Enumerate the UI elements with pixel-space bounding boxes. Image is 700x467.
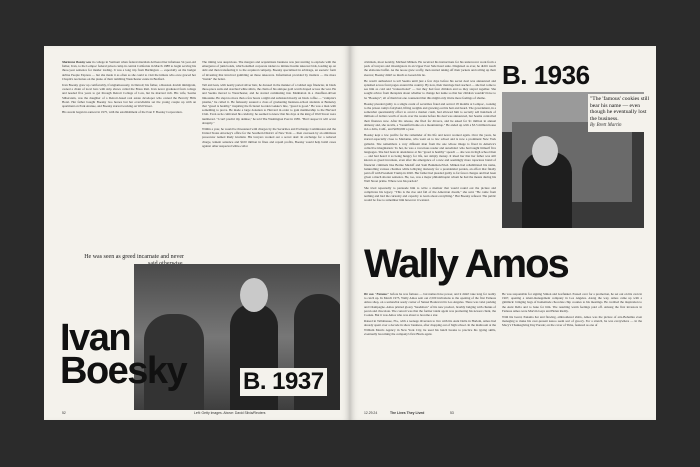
photo-credit: Left: Getty Images. Above: David Silvia/Reuters — [194, 411, 266, 415]
paragraph: Within a year, he would be threatened with charges by the Securities and Exchange Commission and the United States Attorney's office for the Southern District of New York — then overseen by an ambitious prosecutor named Rudy Giuliani. His lawyers worked out a secret deal: In exchange for a reduced charge, lenient sentence and $100 million in fines and repaid profits, Boesky would help build cases against other suspected white-collar — [202, 127, 336, 148]
right-column-2 — [364, 292, 496, 404]
paragraph: The timing was auspicious. The mergers and acquisitions business was just starting to explode with the emergence of junk bonds, which enabled corporate raiders to initiate hostile takeover bids, loading up on debt and then transferring it to the acquired company. Boesky specialized in arbitrage, an esoteric form of investing that involved gambling on these takeovers. Information provided by insiders — the more "inside" the better. — [202, 60, 336, 81]
paragraph: Raised in Tallahassee, Fla., with a teenage diversion to live with his Aunt Della in Harlem, Amos had already spent over a decade in show business, after dropping out of high school. In the mailroom at the William Morris Agency in New York City, he used his lunch breaks to practice his typing skills, eventually becoming the company's first Black agent. — [364, 319, 496, 336]
paragraph: Tall and lean, with neatly parted silver hair, he dressed in the manner of a Gilded Age financier, in black three-piece suits and starched white shirts, the chain of his antique gold watch draped across the vest. He and Seema moved to Westchester, and he started commuting into Manhattan in a chauffeur-driven limousine. He slept no more than a few hours a night and subsisted mostly on black coffee — "vampire's plasma," he called it. He famously assured a class of graduating business-school students at Berkeley that "greed is healthy," inspiring the fictional Gordon Gekko's line, "greed is good." He was a man with something to prove. He made a large donation to Harvard in order to gain membership to the Harvard Club. Even as he cultivated his celebrity, he seemed to know that his days at the king of Wall Street were numbered. "I can't predict my demise," he told The Washington Post in 1985. "But I suspect it will occur abruptly." — [202, 83, 336, 125]
paragraph: She tried repeatedly to persuade him to write a memoir that would round out the picture and complicate his legacy. "This is the rise and fall of the American dream," she said. "He came from nothing and had the curiosity and capacity to learn about everything." But Boesky refused. The public would be free to remember him however it wanted. — [364, 185, 496, 203]
byline: By Brett Martin — [590, 123, 622, 129]
paragraph: Boesky pleaded guilty to a single count of securities fraud and served 18 months at Lompoc, cooking to the prison camp's fairyland, lifting weights and growing out his hair and beard. The government, in a somewhat questionably effort to avoid a market crash, had allowed him to secretly sell hundreds of millions of dollars worth of stock over the weeks before his deal was announced, but Seema controlled their finances now. After his release, she filed for divorce, and he asked for $1 million in annual alimony and, she recalls, a "beautiful home on a mountaintop." He ended up with a $3.5 million house in La Jolla, Calif., and $180,000 a year. — [364, 101, 496, 132]
paragraph: Boesky kept a low profile for the remainder of his life and never worked again. Over the years, he started especially close to Marianne, who went on to law school and is now a prominent New York gallerist. She remembers a very different man from the one whose image is fixed in America's collective imagination: To her, he was a voracious reader and autodidact who had taught himself five languages. She had been in attendance at his "greed is healthy" speech — she was in high school then — and had heard it as being hungry for life, not simply money. It irked her that her father was still known as greed incarnate, even after the emergence of a new and seemingly more rapacious brand of financial criminals like Bernie Madoff and Sam Bankman-Fried. Milken had rehabilitated his name, bankrolling various charities while lobbying tirelessly for a presidential pardon, an effort that finally paid off with President Trump in 2020. Her father had pleaded guilty to far fewer charges and had been given a much shorter sentence. He, too, was a major philanthropist whom he had the means during his Wall Street prime. Where was his pardon? — [364, 133, 496, 184]
right-column-3 — [502, 292, 642, 404]
left-page — [44, 46, 350, 420]
headline-name: Wally Amos — [364, 242, 568, 286]
birth-year: B. 1936 — [502, 60, 590, 90]
right-page — [350, 46, 656, 420]
right-column-1 — [364, 60, 496, 232]
paragraph: His ascent began in earnest in 1975, with the establishment of the Ivan F. Boesky Corporation. — [62, 110, 183, 115]
deck-subtitle: "The 'famous' cookies still bear his name — even though he eventually lost the business. By Brett Martin — [588, 94, 652, 132]
paragraph: He was "Famous" before he was famous — but names have power, and it didn't take long for reality to catch up. In March 1975, Wally Amos sent out 2,500 invitations to the opening of the first Famous Amos shop, on a somewhat seedy corner of Sunset Boulevard in Los Angeles. There was valet parking and Champagne. Amos printed glossy "headshots" of his new product, brashly bulging with chunks of pecan and chocolate. The conceit was that the former talent agent was promoting his newest client, the Cookie. But it was Amos who was about to become a star. — [364, 292, 496, 318]
magazine-section: The Lives They Lived — [390, 411, 425, 415]
headline-name: Ivan Boesky — [60, 317, 187, 392]
deck-subtitle: He was seen as greed incarnate and never — [74, 254, 184, 276]
page-number: 53 — [450, 411, 454, 415]
left-column-2 — [202, 60, 336, 250]
paragraph: Marianne Boesky was in college in Vermont when federal marshals delivered her infamous 52-year-old father, Ivan, to the Lompoc federal prison camp in central California in March 1988 to begin serving his three-year sentence for insider trading. It was a long trip from Burlington — especially on the budget airline People Express — but she made it as often as she could to visit the inmate who once graced her Chopin's nocturnes on the piano of their rambling Westchester estate in Bedford. — [62, 60, 196, 81]
paragraph: He was responsible for signing Simon and Garfunkel. Passed over for a promotion, he set out on his own in 1967, opening a talent-management company in Los Angeles. Along the way, Amos came up with a gimmick: bringing bags of homemade chocolate chip cookies to his meetings. He credited the inspiration to the Aunt Della and to bake for him. The resulting warm feelings paid off. Among the first investors in Famous Amos were Marvin Gaye and Helen Reddy. — [502, 292, 642, 313]
birth-year: B. 1937 — [240, 368, 327, 396]
paragraph: With his beard, Panama hat and flowing, embroidered shirts, Amos was the picture of arts-Bohemia even managing to make his over-present kazoo seem sort of groovy. For a stretch, he was everywhere — in the Macy's Thanksgiving Day Parade; on the cover of Time, featured as one of — [502, 315, 642, 328]
page-number: 52 — [62, 411, 66, 415]
magazine-spread — [44, 46, 656, 420]
paragraph: Ivan Boesky grew up comfortably, if unglamorously, in Detroit; his father, a Russian Jewish immigrant, owned a chain of local bars with strip shows called the Brass Rail. Ivan never graduated from college and needed five years to get through Detroit College of Law, but he married rich. His wife, Seema Silberstein, was the daughter of a Detroit-based real estate developer who owned the Beverly Hills Hotel. Her father bought Boesky two horses but her overwhelms set the young couple up with an apartment on Park Avenue, and Boesky started working on Wall Street. — [62, 83, 196, 109]
paragraph: He wasn't authorized to tell Seema until just a few days before his secret deal was announced and splashed across front pages around the country. By now, their marriage had reached — she had come to see him as cold and "transactional" — but they had four children and so they stayed together. She sought advice from therapists about whether to change her name so that her children wouldn't have to be "Boeskys"; all of them but one counseled that this might only invite more feelings of shame. — [364, 78, 496, 100]
left-column-1 — [62, 60, 196, 250]
paragraph: criminals, most notably, Michael Milken. He received his instructions for his undercover work from a pack of lawyers and investigators in an Upper East Side hotel suite. Disguised as ever, he didn't touch the elaborate buffet. As the noose grew scaffy, men started taking off their jackets and rolling up their sleeves; Boesky didn't so much as loosen his tie. — [364, 60, 496, 77]
issue-date: 12.29.24 — [364, 411, 378, 415]
